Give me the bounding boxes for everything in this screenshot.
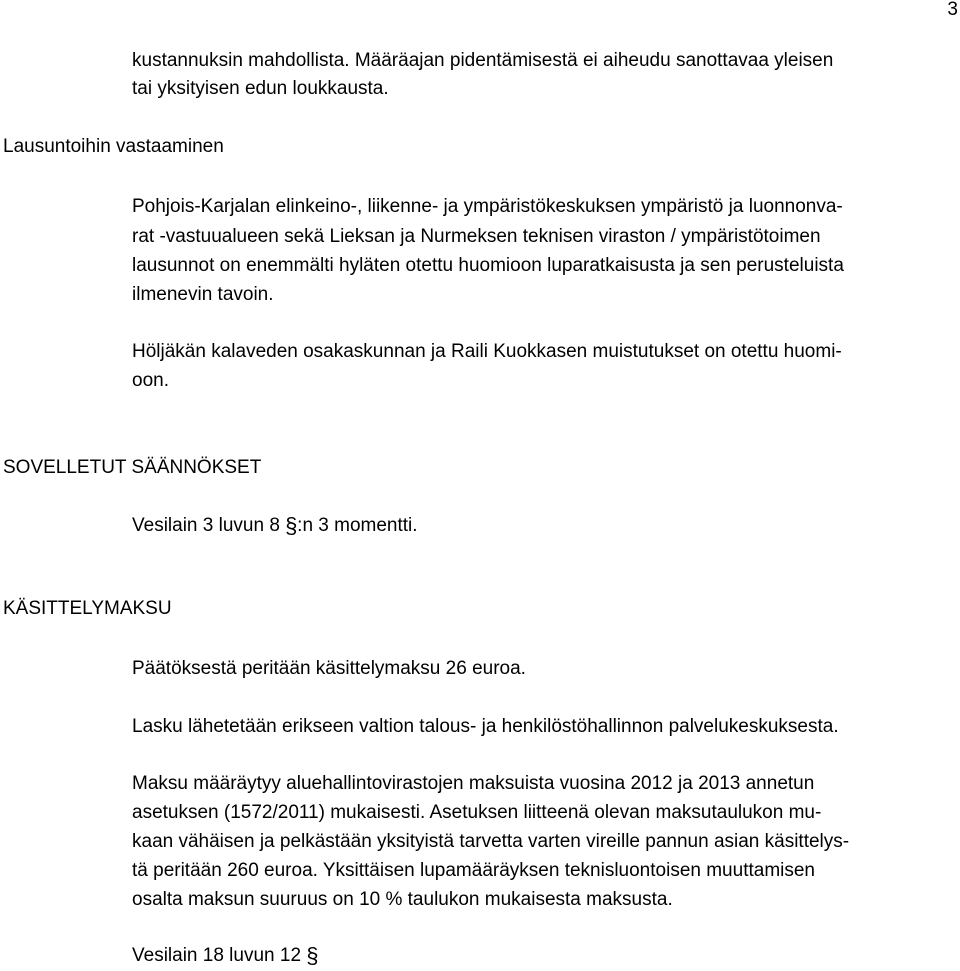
intro-line-2: tai yksityisen edun loukkausta. (132, 78, 389, 99)
fee-para3-line-3: kaan vähäisen ja pelkästään yksityistä tarvetta varten vireille pannun asian käsittelys- (132, 831, 850, 852)
section-sign-icon (285, 516, 297, 534)
fee-para2: Lasku lähetetään erikseen valtion talous- ja henkilöstöhallinnon palvelukeskuksesta. (132, 716, 839, 737)
fee-para3-line-4: tä peritään 260 euroa. Yksittäisen lupamääräyksen teknisluontoisen muuttamisen (132, 860, 815, 881)
section-heading-processing-fee: KÄSITTELYMAKSU (3, 598, 172, 619)
footer-law-reference (132, 942, 318, 970)
intro-line-1: kustannuksin mahdollista. Määräajan pidentämisestä ei aiheudu sanottavaa yleisen (132, 50, 834, 71)
fee-para3-line-5: osalta maksun suuruus on 10 % taulukon mukaisesta maksusta. (132, 889, 673, 910)
applied-provisions-text-start: Vesilain 3 luvun 8 (132, 515, 286, 536)
responses-para1-line-3: lausunnot on enemmälti hyläten otettu huomioon luparatkaisusta ja sen perusteluista (132, 255, 844, 276)
fee-para1: Päätöksestä peritään käsittelymaksu 26 euroa. (132, 658, 526, 679)
fee-para3-line-1: Maksu määräytyy aluehallintovirastojen maksuista vuosina 2012 ja 2013 annetun (132, 773, 815, 794)
fee-para3-line-2: asetuksen (1572/2011) mukaisesti. Asetuksen liitteenä olevan maksutaulukon mu- (132, 802, 822, 823)
page-number: 3 (947, 0, 958, 20)
applied-provisions-text-end: :n 3 momentti. (297, 515, 418, 536)
responses-para2-line-1: Höljäkän kalaveden osakaskunnan ja Raili Kuokkasen muistutukset on otettu huomi- (132, 341, 842, 362)
responses-para1-line-2: rat -vastuualueen sekä Lieksan ja Nurmeksen teknisen viraston / ympäristötoimen (132, 226, 821, 247)
responses-para2-line-2: oon. (132, 370, 169, 391)
section-heading-applied-provisions: SOVELLETUT SÄÄNNÖKSET (3, 457, 262, 478)
applied-provisions-text (132, 512, 418, 540)
section-heading-responses: Lausuntoihin vastaaminen (3, 136, 224, 157)
footer-law-reference-text: Vesilain 18 luvun 12 (132, 945, 307, 966)
section-sign-icon (306, 946, 318, 964)
responses-para1-line-1: Pohjois-Karjalan elinkeino-, liikenne- ja ympäristökeskuksen ympäristö ja luonnonva- (132, 196, 843, 217)
responses-para1-line-4: ilmenevin tavoin. (132, 284, 274, 305)
